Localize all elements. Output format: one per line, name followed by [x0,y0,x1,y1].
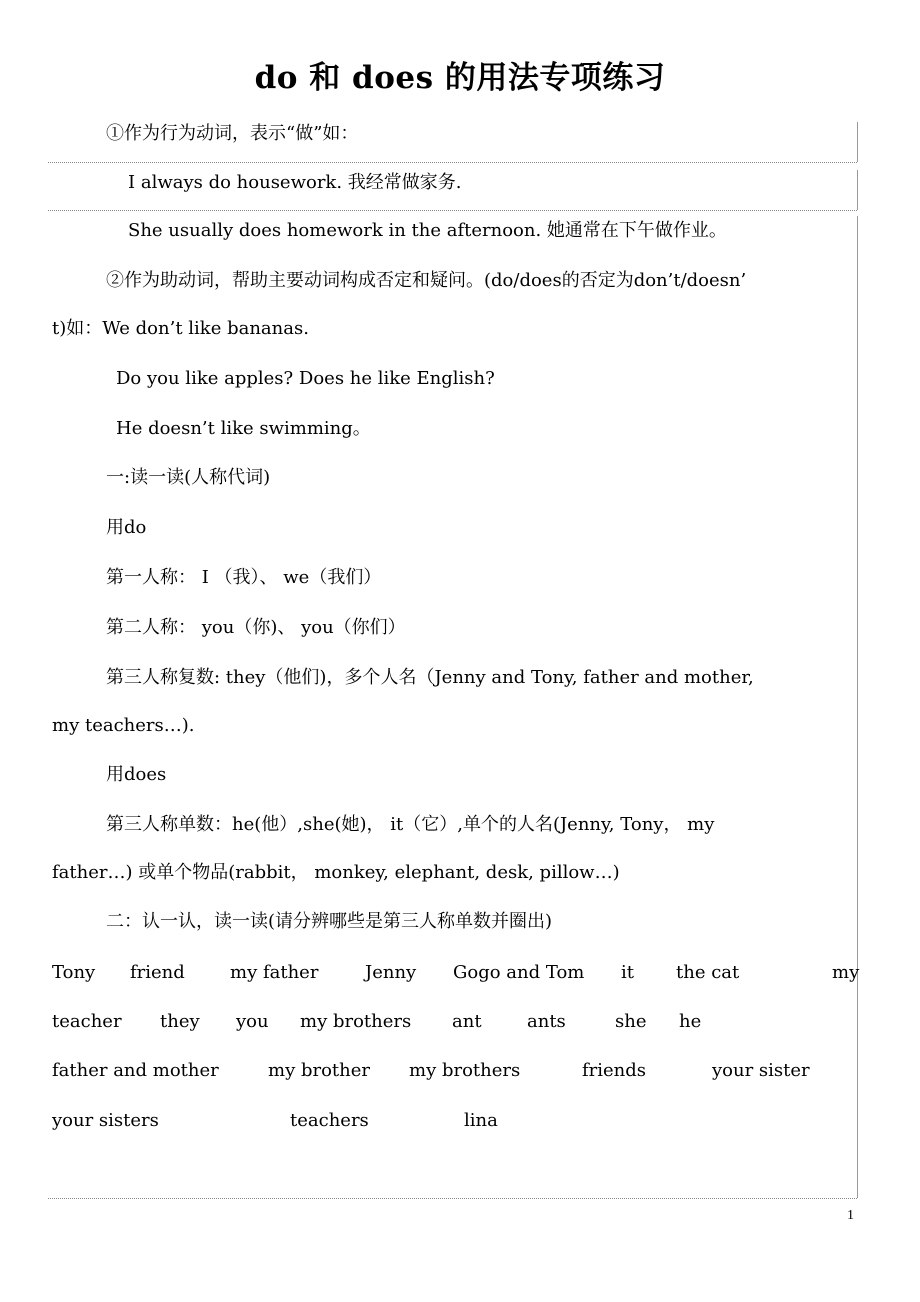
word-item: they [160,1011,200,1032]
cell-border [48,210,857,211]
first-person-line: 第一人称： I （我）、 we（我们） [106,567,382,588]
second-person-line: 第二人称： you（你)、 you（你们） [106,617,406,638]
usage-2-example-1: Do you like apples? Does he like English? [116,368,495,389]
section-2-heading: 二：认一认，读一读(请分辨哪些是第三人称单数并圈出) [106,911,553,932]
word-item: Gogo and Tom [453,962,585,983]
word-item: your sisters [52,1110,159,1131]
third-person-plural-cont: my teachers…). [52,715,195,736]
usage-1-example-1: I always do housework. 我经常做家务. [128,172,462,193]
use-do-label: 用do [106,517,147,538]
word-item: teachers [290,1110,369,1131]
section-1-heading: 一:读一读(人称代词) [106,467,271,488]
word-item: teacher [52,1011,122,1032]
word-item: my brother [268,1060,371,1081]
word-item: my brothers [409,1060,521,1081]
cell-border [48,1198,857,1199]
word-item: you [236,1011,269,1032]
page-number: 1 [847,1208,854,1223]
word-item: ants [527,1011,566,1032]
third-person-plural-line: 第三人称复数: they（他们)，多个人名（Jenny and Tony, father and mother, [106,667,754,688]
word-item: Jenny [365,962,417,983]
usage-1-heading: ①作为行为动词，表示“做”如： [106,123,359,144]
word-item: your sister [712,1060,810,1081]
use-does-label: 用does [106,764,167,785]
word-item: he [679,1011,702,1032]
cell-border [857,170,858,210]
cell-border [48,162,857,163]
word-item: father and mother [52,1060,219,1081]
third-person-singular-cont: father…) 或单个物品(rabbit， monkey, elephant, desk, pillow…) [52,862,620,883]
word-item: friend [130,962,185,983]
cell-border [857,216,858,1198]
third-person-singular-line: 第三人称单数：he(他）,she(她)， it（它）,单个的人名(Jenny, Tony， my [106,814,715,835]
cell-border [857,122,858,162]
word-row [52,1010,854,1034]
word-row [52,1109,854,1133]
page-title: do 和 does 的用法专项练习 [254,60,666,96]
word-item: my father [230,962,319,983]
usage-2-heading-cont: t)如：We don’t like bananas. [52,318,309,339]
word-item: ant [452,1011,482,1032]
word-item: she [615,1011,647,1032]
word-item: the cat [676,962,740,983]
word-item: Tony [52,962,96,983]
word-item: friends [582,1060,647,1081]
word-item: my [832,962,860,983]
usage-1-example-2: She usually does homework in the afternoon. 她通常在下午做作业。 [128,220,727,241]
usage-2-heading: ②作为助动词，帮助主要动词构成否定和疑问。(do/does的否定为don’t/doesn’ [106,270,747,291]
word-item: it [621,962,634,983]
usage-2-example-2: He doesn’t like swimming。 [116,418,371,439]
word-item: lina [464,1110,498,1131]
word-row [52,961,860,985]
word-item: my brothers [300,1011,412,1032]
word-row [52,1059,854,1083]
